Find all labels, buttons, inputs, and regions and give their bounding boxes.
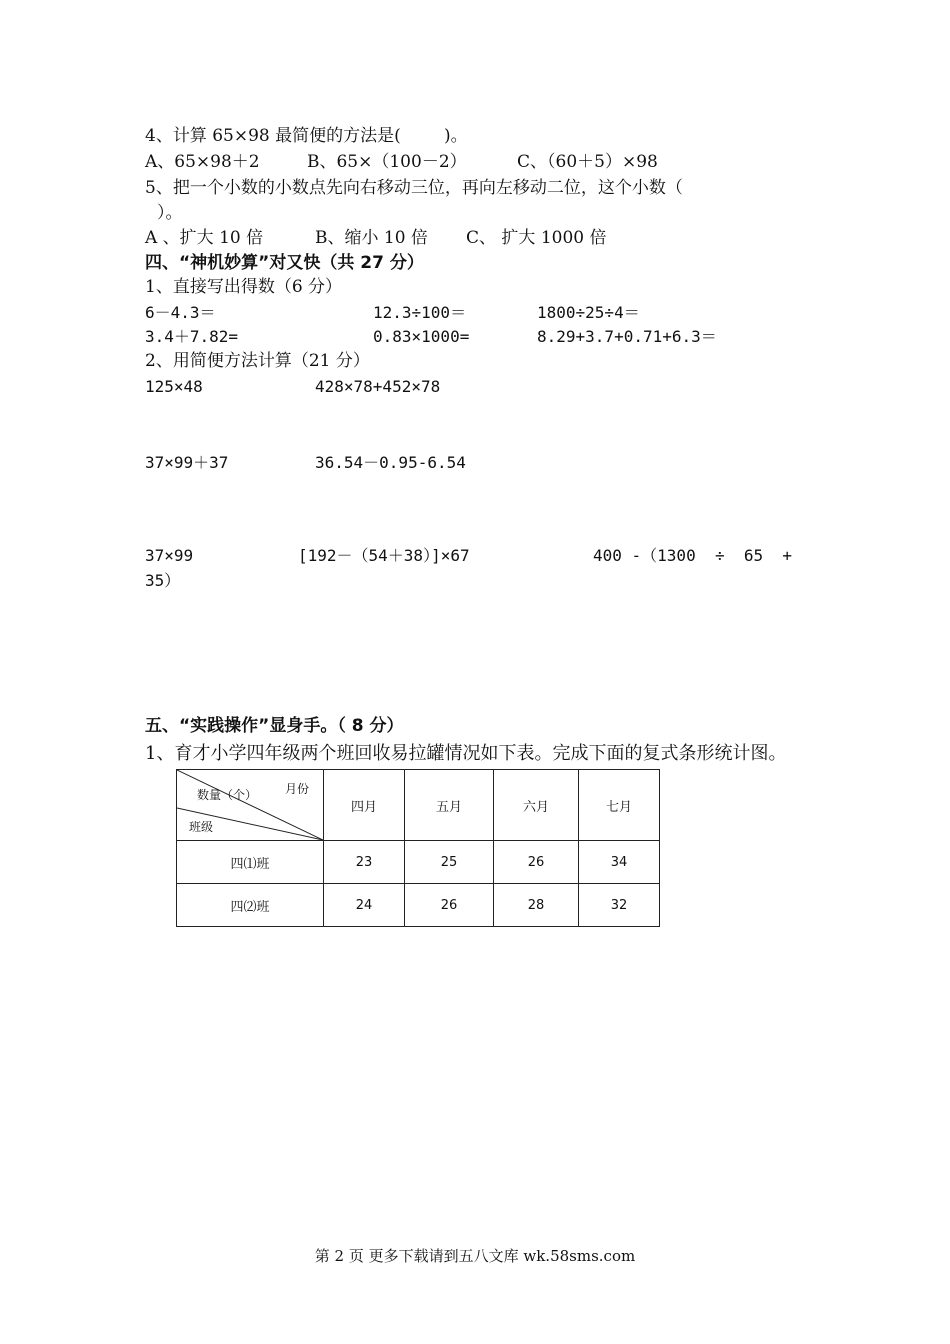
corner-label-quantity: 数量（个） bbox=[197, 788, 258, 802]
corner-label-class: 班级 bbox=[189, 820, 214, 834]
table-cell: 24 bbox=[324, 884, 405, 927]
section4-title: 四、“神机妙算”对又快（共 27 分） bbox=[145, 253, 424, 273]
table-header-row bbox=[177, 770, 660, 841]
q5-option-a: A 、扩大 10 倍 bbox=[145, 228, 264, 248]
table-cell: 26 bbox=[405, 884, 494, 927]
mental-calc-2: 12.3÷100＝ bbox=[373, 303, 467, 322]
section5-q1: 1、育才小学四年级两个班回收易拉罐情况如下表。完成下面的复式条形统计图。 bbox=[145, 743, 787, 764]
header-month-3: 六月 bbox=[494, 770, 579, 841]
mental-calc-6: 8.29+3.7+0.71+6.3＝ bbox=[537, 327, 717, 346]
section4-sub2: 2、用简便方法计算（21 分） bbox=[145, 351, 370, 371]
table-cell: 28 bbox=[494, 884, 579, 927]
page-footer: 第 2 页 更多下载请到五八文库 wk.58sms.com bbox=[314, 1247, 636, 1265]
q4-stem: 4、计算 65×98 最简便的方法是( )。 bbox=[145, 126, 468, 146]
simplify-calc-7-cont: 35） bbox=[145, 571, 181, 590]
class-label: 四⑵班 bbox=[177, 884, 324, 927]
recycling-table bbox=[176, 769, 660, 927]
mental-calc-3: 1800÷25÷4＝ bbox=[537, 303, 640, 322]
corner-label-month: 月份 bbox=[285, 782, 310, 796]
q4-option-b: B、65×（100－2） bbox=[307, 152, 467, 172]
section5-title: 五、“实践操作”显身手。（ 8 分） bbox=[145, 716, 404, 736]
simplify-calc-4: 36.54－0.95-6.54 bbox=[315, 453, 466, 472]
q5-stem-line2: ）。 bbox=[157, 203, 183, 223]
q5-stem-line1: 5、把一个小数的小数点先向右移动三位，再向左移动二位，这个小数（ bbox=[145, 178, 683, 198]
class-label: 四⑴班 bbox=[177, 841, 324, 884]
simplify-calc-3: 37×99＋37 bbox=[145, 453, 229, 472]
table-cell: 26 bbox=[494, 841, 579, 884]
q5-option-c: C、 扩大 1000 倍 bbox=[466, 228, 607, 248]
header-month-1: 四月 bbox=[324, 770, 405, 841]
simplify-calc-5: 37×99 bbox=[145, 546, 194, 565]
q4-option-a: A、65×98＋2 bbox=[145, 152, 260, 172]
table-corner-cell bbox=[177, 770, 324, 841]
section4-sub1: 1、直接写出得数（6 分） bbox=[145, 277, 343, 297]
simplify-calc-2: 428×78+452×78 bbox=[315, 377, 441, 396]
mental-calc-4: 3.4＋7.82= bbox=[145, 327, 239, 346]
simplify-calc-6: [192－（54＋38）]×67 bbox=[298, 546, 470, 565]
q5-option-b: B、缩小 10 倍 bbox=[315, 228, 428, 248]
table-row bbox=[177, 841, 660, 884]
table-cell: 34 bbox=[579, 841, 660, 884]
header-month-2: 五月 bbox=[405, 770, 494, 841]
mental-calc-1: 6－4.3＝ bbox=[145, 303, 216, 322]
simplify-calc-7: 400 -（1300 ÷ 65 + bbox=[593, 546, 793, 565]
table-cell: 25 bbox=[405, 841, 494, 884]
q4-option-c: C、（60＋5）×98 bbox=[517, 152, 658, 172]
table-row bbox=[177, 884, 660, 927]
header-month-4: 七月 bbox=[579, 770, 660, 841]
table-cell: 32 bbox=[579, 884, 660, 927]
mental-calc-5: 0.83×1000= bbox=[373, 327, 470, 346]
simplify-calc-1: 125×48 bbox=[145, 377, 203, 396]
table-cell: 23 bbox=[324, 841, 405, 884]
